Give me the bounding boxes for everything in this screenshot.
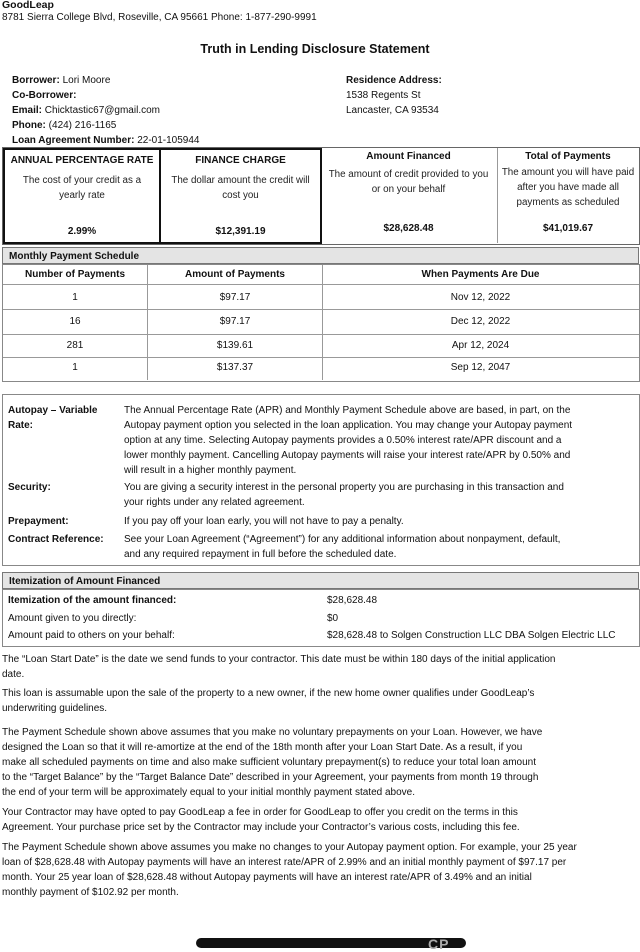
autopay-label-line1: Autopay – Variable bbox=[8, 405, 98, 416]
total-payments-desc: The amount you will have paid after you have made all payments as scheduled bbox=[501, 167, 635, 208]
finance-charge-value: $12,391.19 bbox=[215, 226, 266, 237]
page-title: Truth in Lending Disclosure Statement bbox=[200, 42, 430, 56]
company-address: 8781 Sierra College Blvd, Roseville, CA 95661 Phone: 1-877-290-9991 bbox=[2, 12, 317, 23]
amount-financed-value: $28,628.48 bbox=[383, 223, 434, 234]
borrower-line bbox=[12, 73, 110, 88]
apr-value: 2.99% bbox=[67, 226, 97, 237]
paragraph-assumable bbox=[2, 686, 636, 716]
paragraph-line: underwriting guidelines. bbox=[2, 703, 108, 714]
co-borrower-line bbox=[12, 88, 76, 103]
apr-box bbox=[3, 148, 161, 244]
phone-line bbox=[12, 118, 116, 133]
schedule-row-1-number: 1 bbox=[72, 292, 78, 303]
contract-reference-text bbox=[124, 532, 636, 562]
paragraph-line: month. Your 25 year loan of $28,628.48 without Autopay payments will have an interest rate/APR of 3.49% and an initial bbox=[2, 872, 532, 883]
schedule-row-2-amount: $97.17 bbox=[219, 316, 251, 327]
autopay-text-line: option at any time. Selecting Autopay payments provides a 0.50% interest rate/APR discount and a bbox=[124, 435, 562, 446]
schedule-row-3-number: 281 bbox=[66, 340, 84, 351]
paragraph-line: to the “Target Balance” by the “Target Balance Date” described in your Agreement, your payments from month 19 through bbox=[2, 772, 539, 783]
total-payments-title: Total of Payments bbox=[525, 151, 611, 162]
schedule-row-4-number: 1 bbox=[72, 362, 78, 373]
residence-line2: Lancaster, CA 93534 bbox=[346, 105, 439, 116]
paragraph-line: designed the Loan so that it will re-amortize at the end of the 18th month after your Loan Start Date. As a result, if you bbox=[2, 742, 523, 753]
schedule-row-2-due: Dec 12, 2022 bbox=[450, 316, 511, 327]
contract-text-line: See your Loan Agreement (“Agreement”) for any additional information about nonpayment, default, bbox=[124, 534, 561, 545]
apr-title: ANNUAL PERCENTAGE RATE bbox=[10, 155, 154, 166]
schedule-header-number: Number of Payments bbox=[24, 269, 126, 280]
paragraph-payment-schedule bbox=[2, 725, 636, 800]
itemization-row-2-label: Amount given to you directly: bbox=[8, 613, 137, 624]
prepayment-label: Prepayment: bbox=[8, 516, 69, 527]
schedule-row-1-due: Nov 12, 2022 bbox=[450, 292, 511, 303]
schedule-row-3-due: Apr 12, 2024 bbox=[451, 340, 510, 351]
autopay-label-line2: Rate: bbox=[8, 420, 34, 431]
amount-financed-desc: The amount of credit provided to you or on your behalf bbox=[328, 169, 489, 195]
apr-desc: The cost of your credit as a yearly rate bbox=[22, 175, 142, 201]
schedule-header-due: When Payments Are Due bbox=[421, 269, 540, 280]
total-payments-value: $41,019.67 bbox=[542, 223, 594, 234]
schedule-row-3-amount: $139.61 bbox=[216, 340, 254, 351]
schedule-row-2-number: 16 bbox=[69, 316, 81, 327]
schedule-header-amount: Amount of Payments bbox=[184, 269, 285, 280]
security-label: Security: bbox=[8, 482, 51, 493]
amount-financed-box bbox=[320, 148, 497, 242]
autopay-text-line: will result in a higher monthly payment. bbox=[124, 465, 297, 476]
finance-charge-box bbox=[159, 148, 322, 244]
paragraph-loan-start-date bbox=[2, 652, 636, 682]
autopay-text-line: The Annual Percentage Rate (APR) and Monthly Payment Schedule above are based, in part, on the bbox=[124, 405, 571, 416]
email-value: Chicktastic67@gmail.com bbox=[44, 105, 160, 116]
amount-financed-title: Amount Financed bbox=[366, 151, 451, 162]
phone-label: Phone: bbox=[12, 120, 46, 131]
contract-text-line: and any required repayment in full before the scheduled date. bbox=[124, 549, 397, 560]
residence-line1: 1538 Regents St bbox=[346, 90, 421, 101]
autopay-text-line: lower monthly payment. Cancelling Autopay payments will raise your interest rate/APR by 0.50% and bbox=[124, 450, 571, 461]
loan-number-value: 22-01-105944 bbox=[137, 135, 200, 146]
schedule-row-4-amount: $137.37 bbox=[216, 362, 254, 373]
autopay-text-line: Autopay payment option you selected in the loan application. You may change your Autopay payment bbox=[124, 420, 573, 431]
itemization-row-2-value: $0 bbox=[327, 613, 339, 624]
schedule-row-1-amount: $97.17 bbox=[219, 292, 251, 303]
paragraph-line: make all scheduled payments on time and also make sufficient voluntary prepayment(s) to reduce your total loan amount bbox=[2, 757, 536, 768]
loan-number-line bbox=[12, 133, 199, 148]
security-text-line: your rights under any related agreement. bbox=[124, 497, 305, 508]
paragraph-contractor-fee bbox=[2, 805, 636, 835]
paragraph-autopay-example bbox=[2, 840, 636, 900]
co-borrower-label: Co-Borrower: bbox=[12, 90, 77, 101]
autopay-label bbox=[8, 403, 118, 433]
schedule-row-4-due: Sep 12, 2047 bbox=[450, 362, 511, 373]
itemization-section-title: Itemization of Amount Financed bbox=[2, 572, 639, 589]
borrower-label: Borrower: bbox=[12, 75, 60, 86]
email-label: Email: bbox=[12, 105, 43, 116]
paragraph-line: loan of $28,628.48 with Autopay payments will have an interest rate/APR of 2.99% and an initial monthly payment of $97.17 per bbox=[2, 857, 567, 868]
corner-watermark: CP bbox=[428, 936, 450, 952]
borrower-value: Lori Moore bbox=[62, 75, 111, 86]
itemization-row-3-label: Amount paid to others on your behalf: bbox=[8, 630, 175, 641]
paragraph-line: The Payment Schedule shown above assumes that you make no voluntary prepayments on your Loan. However, we have bbox=[2, 727, 543, 738]
total-payments-box bbox=[498, 148, 638, 242]
itemization-row-3-value: $28,628.48 to Solgen Construction LLC DBA Solgen Electric LLC bbox=[327, 630, 616, 641]
paragraph-line: Your Contractor may have opted to pay GoodLeap a fee in order for GoodLeap to offer you credit on the terms in this bbox=[2, 807, 518, 818]
scroll-indicator[interactable] bbox=[196, 938, 466, 948]
itemization-row-1-label: Itemization of the amount financed: bbox=[8, 595, 177, 606]
itemization-row-1-value: $28,628.48 bbox=[327, 595, 378, 606]
paragraph-line: monthly payment of $102.92 per month. bbox=[2, 887, 179, 898]
paragraph-line: The Payment Schedule shown above assumes you make no changes to your Autopay payment option. For example, your 25 year bbox=[2, 842, 577, 853]
company-name: GoodLeap bbox=[2, 0, 54, 11]
security-text-line: You are giving a security interest in the personal property you are purchasing in this transaction and bbox=[124, 482, 564, 493]
residence-label: Residence Address: bbox=[346, 75, 442, 86]
finance-charge-desc: The dollar amount the credit will cost you bbox=[171, 175, 310, 201]
contract-reference-label: Contract Reference: bbox=[8, 534, 104, 545]
phone-value: (424) 216-1165 bbox=[48, 120, 117, 131]
schedule-section-title: Monthly Payment Schedule bbox=[2, 247, 639, 264]
paragraph-line: Agreement. Your purchase price set by the Contractor may include your Contractor’s various costs, including this fee. bbox=[2, 822, 520, 833]
paragraph-line: the end of your term will be approximately equal to your initial monthly payment stated above. bbox=[2, 787, 415, 798]
email-line bbox=[12, 103, 160, 118]
finance-charge-title: FINANCE CHARGE bbox=[195, 155, 286, 166]
paragraph-line: The “Loan Start Date” is the date we send funds to your contractor. This date must be within 180 days of the initial application bbox=[2, 654, 556, 665]
prepayment-text: If you pay off your loan early, you will not have to pay a penalty. bbox=[124, 516, 404, 527]
loan-number-label: Loan Agreement Number: bbox=[12, 135, 135, 146]
paragraph-line: date. bbox=[2, 669, 25, 680]
security-text bbox=[124, 480, 636, 510]
autopay-text bbox=[124, 403, 636, 478]
paragraph-line: This loan is assumable upon the sale of the property to a new owner, if the new home owner qualifies under GoodLeap’s bbox=[2, 688, 535, 699]
